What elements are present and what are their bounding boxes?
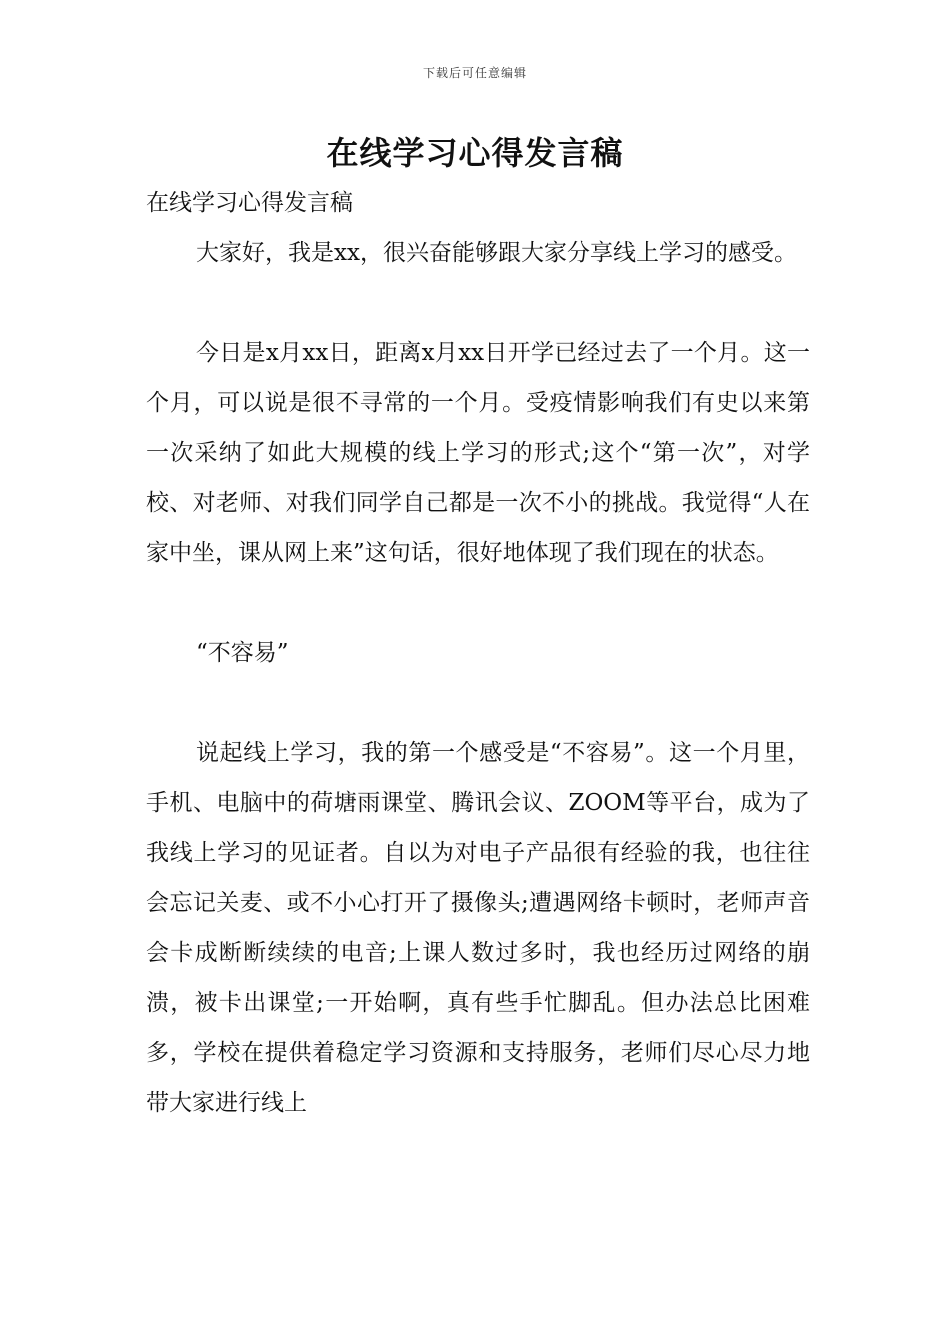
document-body [146,178,810,1128]
paragraph-spacer [146,578,810,628]
paragraph-intro: 今日是x月xx日，距离x月xx日开学已经过去了一个月。这一个月，可以说是很不寻常的一个月。受疫情影响我们有史以来第一次采纳了如此大规模的线上学习的形式;这个“第一次”，对学校、对老师、对我们同学自己都是一次不小的挑战。我觉得“人在家中坐，课从网上来”这句话，很好地体现了我们现在的状态。 [146,340,810,566]
paragraph-spacer [146,678,810,728]
page-header-note: 下载后可任意编辑 [422,66,527,80]
paragraph-not-easy: 说起线上学习，我的第一个感受是“不容易”。这一个月里，手机、电脑中的荷塘雨课堂、腾讯会议、ZOOM等平台，成为了我线上学习的见证者。自以为对电子产品很有经验的我，也往往会忘记关麦、或不小心打开了摄像头;遭遇网络卡顿时，老师声音会卡成断断续续的电音;上课人数过多时，我也经历过网络的崩溃，被卡出课堂;一开始啊，真有些手忙脚乱。但办法总比困难多，学校在提供着稳定学习资源和支持服务，老师们尽心尽力地带大家进行线上 [146,740,810,1116]
document-title: 在线学习心得发言稿 [326,134,624,172]
document-subtitle: 在线学习心得发言稿 [146,190,353,216]
section-heading: “不容易” [196,640,289,666]
paragraph-greeting: 大家好，我是xx，很兴奋能够跟大家分享线上学习的感受。 [196,240,797,266]
paragraph-spacer [146,278,810,328]
